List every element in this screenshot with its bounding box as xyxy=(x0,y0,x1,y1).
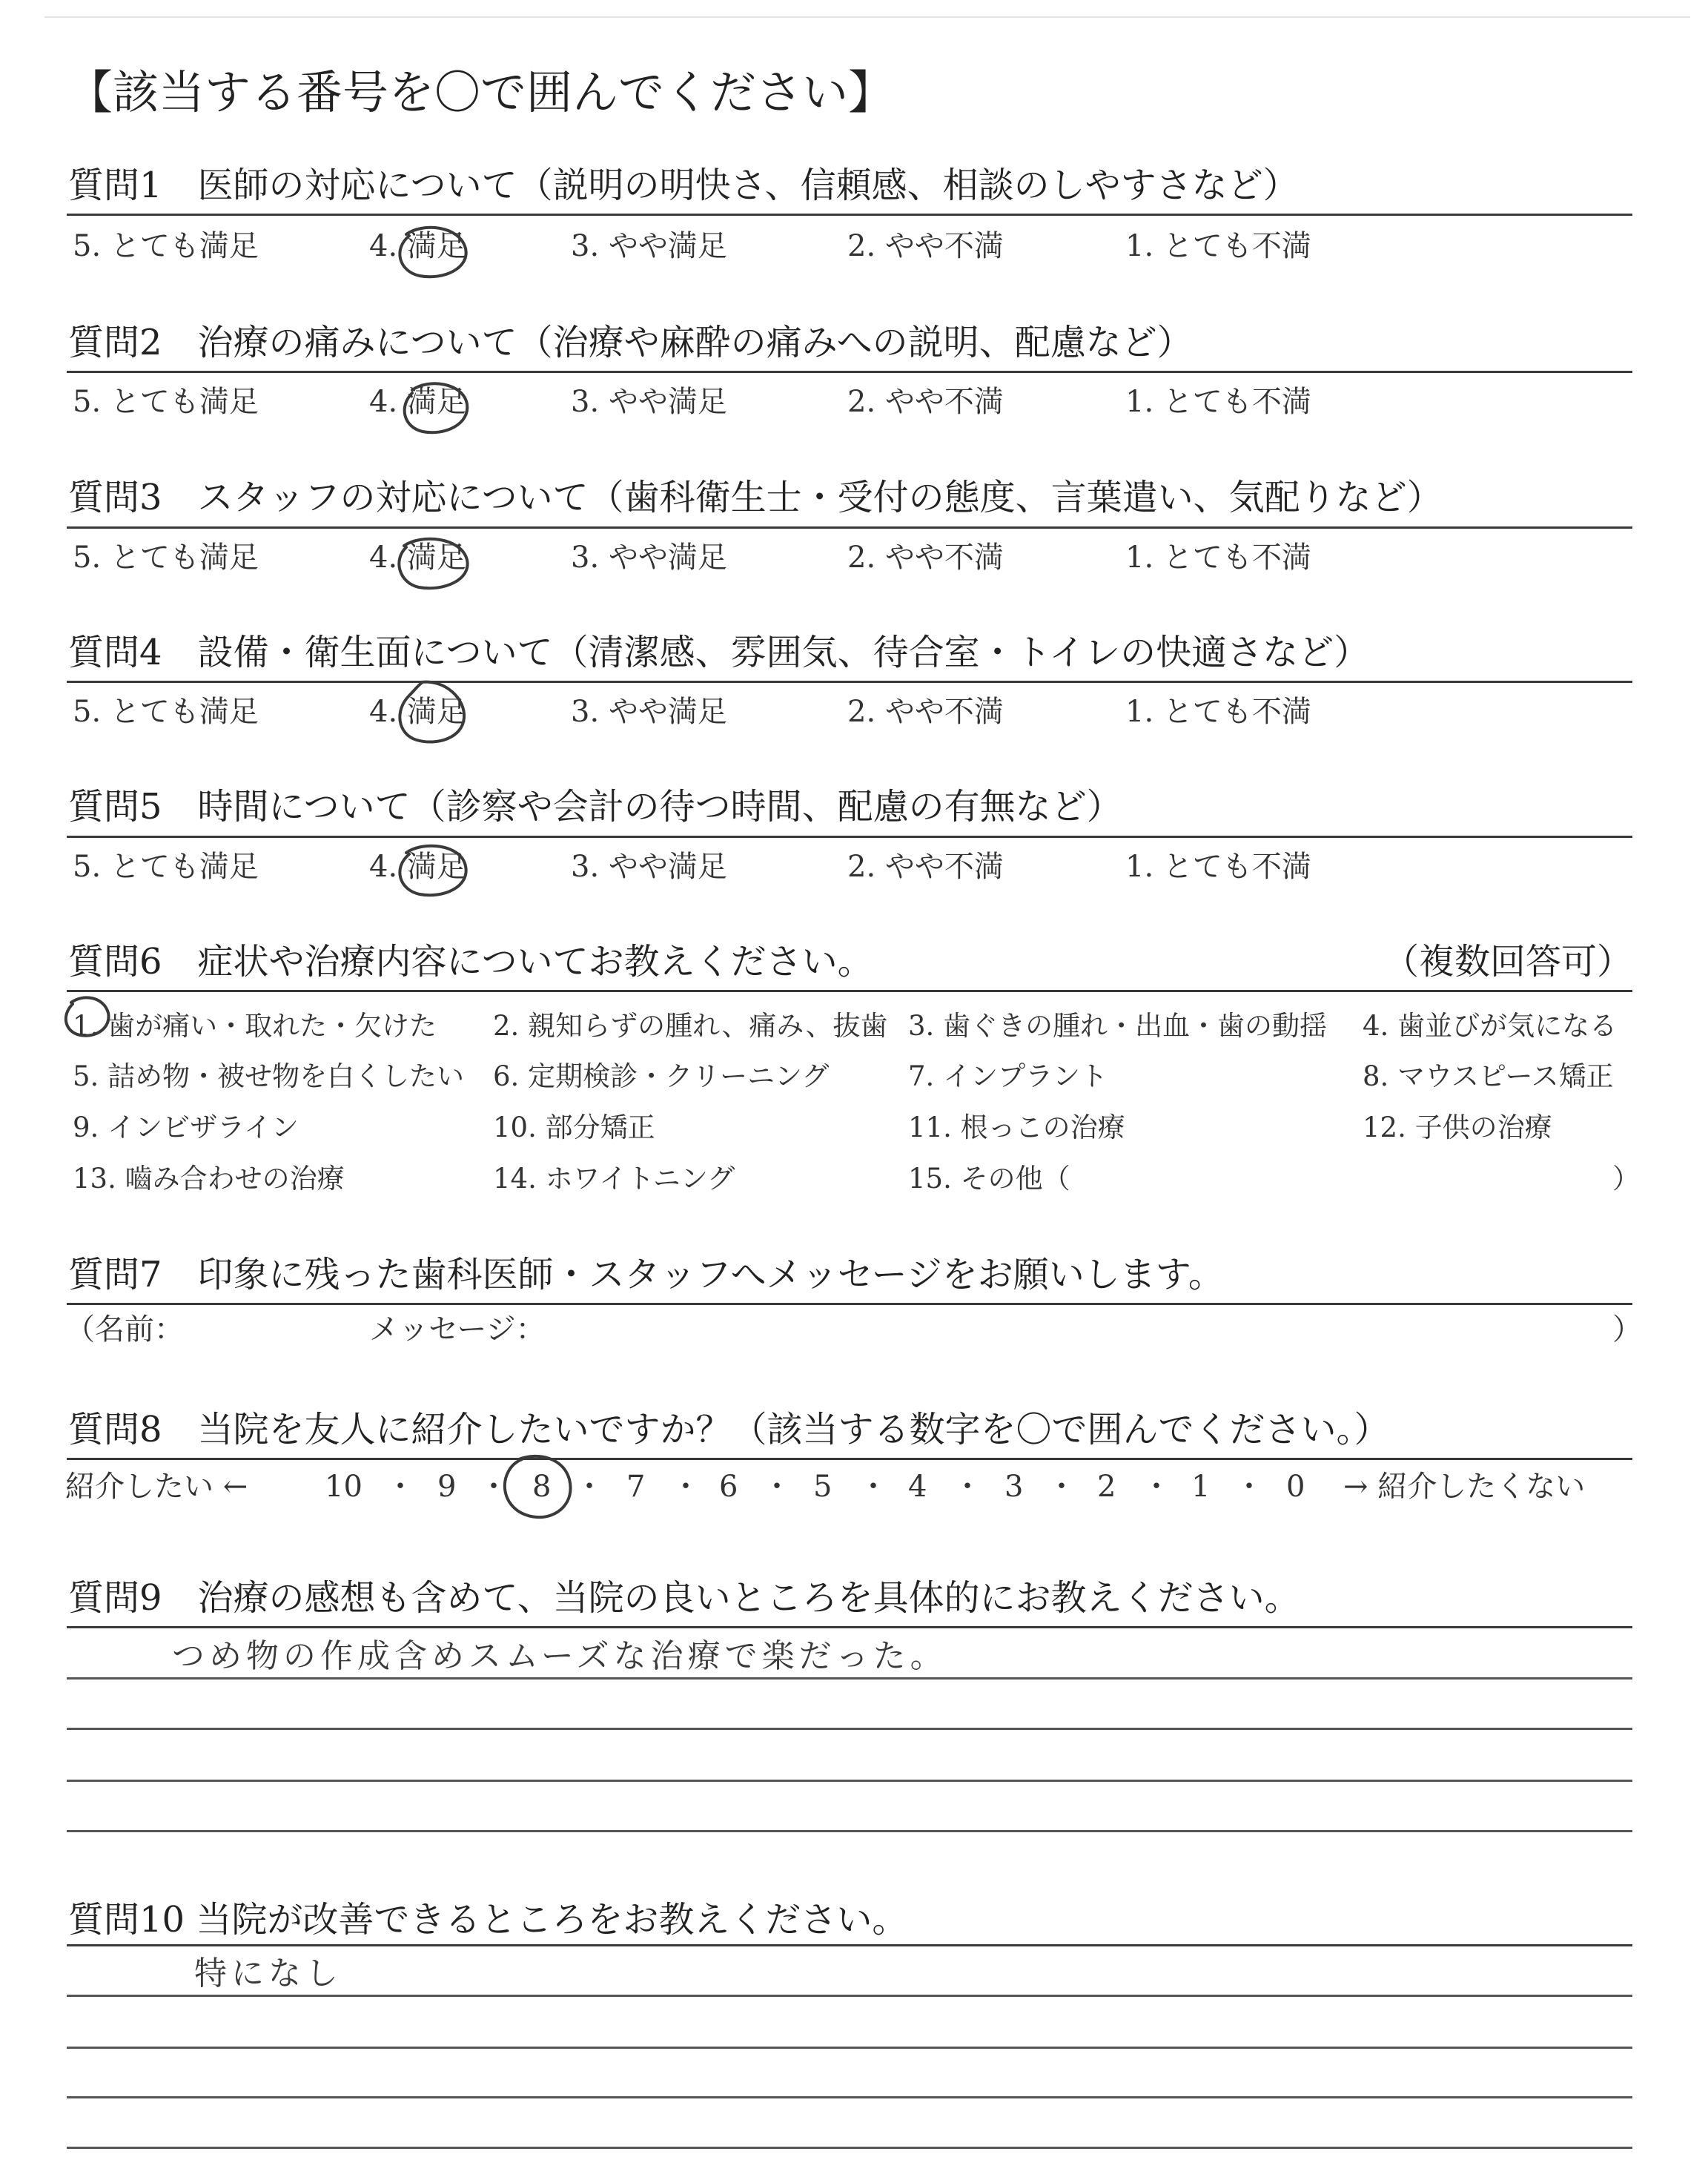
q7-close: ） xyxy=(1612,1312,1642,1347)
q3-option-3[interactable]: 3. やや満足 xyxy=(571,541,727,575)
q6-option-6[interactable]: 6. 定期検診・クリーニング xyxy=(493,1060,830,1092)
q6-option-14[interactable]: 14. ホワイトニング xyxy=(493,1163,735,1195)
q10-writing-line xyxy=(67,2147,1632,2149)
q1-option-4[interactable]: 4. 満足 xyxy=(369,229,466,263)
question-2-label: 質問2 治療の痛みについて（治療や麻酔の痛みへの説明、配慮など） xyxy=(68,322,1193,363)
question-7-label: 質問7 印象に残った歯科医師・スタッフへメッセージをお願いします。 xyxy=(68,1254,1224,1295)
q8-separator: ・ xyxy=(1142,1470,1171,1504)
top-edge-line xyxy=(44,16,1690,18)
question-4-label: 質問4 設備・衛生面について（清潔感、雰囲気、待合室・トイレの快適さなど） xyxy=(68,632,1370,673)
q8-score-3[interactable]: 3 xyxy=(1004,1470,1024,1504)
q6-option-1[interactable]: 1. 歯が痛い・取れた・欠けた xyxy=(73,1010,437,1042)
q9-writing-line xyxy=(67,1830,1632,1832)
q5-option-3[interactable]: 3. やや満足 xyxy=(571,850,727,884)
q3-option-1[interactable]: 1. とても不満 xyxy=(1125,541,1311,575)
question-9-rule xyxy=(67,1626,1632,1628)
q5-option-4[interactable]: 4. 満足 xyxy=(369,850,466,884)
question-6 xyxy=(68,936,1632,988)
q4-option-2[interactable]: 2. やや不満 xyxy=(847,695,1004,729)
q8-score-0[interactable]: 0 xyxy=(1286,1470,1305,1504)
question-7 xyxy=(68,1249,1632,1301)
q8-score-4[interactable]: 4 xyxy=(908,1470,927,1504)
question-10-label: 質問10 当院が改善できるところをお教えください。 xyxy=(68,1899,908,1941)
question-6-multiple-note: （複数回答可） xyxy=(1383,941,1632,982)
question-5-label: 質問5 時間について（診察や会計の待つ時間、配慮の有無など） xyxy=(68,786,1122,828)
q6-option-9[interactable]: 9. インビザライン xyxy=(73,1112,299,1143)
q3-option-2[interactable]: 2. やや不満 xyxy=(847,541,1004,575)
question-6-rule xyxy=(67,990,1632,992)
question-1-label: 質問1 医師の対応について（説明の明快さ、信頼感、相談のしやすさなど） xyxy=(68,165,1299,206)
q6-option-4[interactable]: 4. 歯並びが気になる xyxy=(1363,1010,1618,1042)
q8-separator: ・ xyxy=(762,1470,792,1504)
q8-separator: ・ xyxy=(1047,1470,1076,1504)
q8-separator: ・ xyxy=(1234,1470,1264,1504)
q6-option-15[interactable]: 15. その他（ xyxy=(908,1163,1070,1195)
q4-option-5[interactable]: 5. とても満足 xyxy=(73,695,259,729)
question-8-rule xyxy=(67,1458,1632,1460)
q3-option-5[interactable]: 5. とても満足 xyxy=(73,541,259,575)
question-8 xyxy=(68,1404,1632,1456)
q4-option-3[interactable]: 3. やや満足 xyxy=(571,695,727,729)
q8-score-6[interactable]: 6 xyxy=(719,1470,738,1504)
q8-separator: ・ xyxy=(671,1470,701,1504)
question-5 xyxy=(68,781,1632,833)
question-4-rule xyxy=(67,681,1632,683)
q8-score-8[interactable]: 8 xyxy=(532,1470,552,1504)
q6-option-10[interactable]: 10. 部分矯正 xyxy=(493,1112,655,1143)
question-5-rule xyxy=(67,836,1632,838)
q6-option-7[interactable]: 7. インプラント xyxy=(908,1060,1108,1092)
question-3-rule xyxy=(67,526,1632,529)
question-10-rule xyxy=(67,1944,1632,1946)
q9-handwritten-answer: つめ物の作成含めスムーズな治療で楽だった。 xyxy=(172,1637,947,1675)
question-4 xyxy=(68,627,1632,678)
question-6-label: 質問6 症状や治療内容についてお教えください。 xyxy=(68,941,873,982)
q1-option-1[interactable]: 1. とても不満 xyxy=(1125,229,1311,263)
question-2 xyxy=(68,317,1632,369)
q5-option-1[interactable]: 1. とても不満 xyxy=(1125,850,1311,884)
q8-separator: ・ xyxy=(858,1470,888,1504)
q8-score-5[interactable]: 5 xyxy=(813,1470,833,1504)
q9-writing-line xyxy=(67,1780,1632,1782)
q3-option-4[interactable]: 4. 満足 xyxy=(369,541,466,575)
q2-option-3[interactable]: 3. やや満足 xyxy=(571,385,727,419)
q1-option-3[interactable]: 3. やや満足 xyxy=(571,229,727,263)
question-8-label: 質問8 当院を友人に紹介したいですか？（該当する数字を〇で囲んでください。） xyxy=(68,1409,1390,1450)
q9-writing-line xyxy=(67,1677,1632,1680)
q6-option-8[interactable]: 8. マウスピース矯正 xyxy=(1363,1060,1614,1092)
q6-option-5[interactable]: 5. 詰め物・被せ物を白くしたい xyxy=(73,1060,465,1092)
q5-option-2[interactable]: 2. やや不満 xyxy=(847,850,1004,884)
q8-score-2[interactable]: 2 xyxy=(1097,1470,1116,1504)
q6-option-13[interactable]: 13. 嚙み合わせの治療 xyxy=(73,1163,345,1195)
survey-heading: 【該当する番号を〇で囲んでください】 xyxy=(67,65,895,119)
q8-separator: ・ xyxy=(479,1470,509,1504)
q5-option-5[interactable]: 5. とても満足 xyxy=(73,850,259,884)
q8-separator: ・ xyxy=(385,1470,415,1504)
q8-score-10[interactable]: 10 xyxy=(325,1470,363,1504)
question-9 xyxy=(68,1572,1632,1624)
q6-option-15-close: ） xyxy=(1612,1163,1640,1195)
q1-option-2[interactable]: 2. やや不満 xyxy=(847,229,1004,263)
question-1-rule xyxy=(67,214,1632,216)
q4-option-1[interactable]: 1. とても不満 xyxy=(1125,695,1311,729)
q4-option-4[interactable]: 4. 満足 xyxy=(369,695,466,729)
q7-message-field[interactable]: メッセージ： xyxy=(369,1312,546,1347)
q10-handwritten-answer: 特になし xyxy=(194,1955,342,1992)
q6-option-3[interactable]: 3. 歯ぐきの腫れ・出血・歯の動揺 xyxy=(908,1010,1328,1042)
q2-option-5[interactable]: 5. とても満足 xyxy=(73,385,259,419)
q8-score-9[interactable]: 9 xyxy=(437,1470,457,1504)
question-1 xyxy=(68,159,1632,211)
q10-writing-line xyxy=(67,1995,1632,1997)
q8-scale-left-label: 紹介したい ← xyxy=(65,1470,248,1504)
q2-option-4[interactable]: 4. 満足 xyxy=(369,385,466,419)
question-3 xyxy=(68,472,1632,524)
q1-option-5[interactable]: 5. とても満足 xyxy=(73,229,259,263)
q8-score-7[interactable]: 7 xyxy=(626,1470,646,1504)
q8-score-1[interactable]: 1 xyxy=(1191,1470,1211,1504)
q6-option-11[interactable]: 11. 根っこの治療 xyxy=(908,1112,1125,1143)
question-7-rule xyxy=(67,1303,1632,1305)
q7-name-field[interactable]: （名前： xyxy=(65,1312,184,1347)
q8-scale-right-label: → 紹介したくない xyxy=(1343,1470,1586,1504)
q10-writing-line xyxy=(67,2047,1632,2049)
q6-option-12[interactable]: 12. 子供の治療 xyxy=(1363,1112,1552,1143)
question-3-label: 質問3 スタッフの対応について（歯科衛生士・受付の態度、言葉遣い、気配りなど） xyxy=(68,477,1443,518)
q9-writing-line xyxy=(67,1728,1632,1730)
q2-option-1[interactable]: 1. とても不満 xyxy=(1125,385,1311,419)
q8-separator: ・ xyxy=(953,1470,982,1504)
question-10 xyxy=(68,1894,1632,1946)
q10-writing-line xyxy=(67,2096,1632,2098)
question-2-rule xyxy=(67,371,1632,373)
question-9-label: 質問9 治療の感想も含めて、当院の良いところを具体的にお教えください。 xyxy=(68,1577,1300,1619)
q6-option-2[interactable]: 2. 親知らずの腫れ、痛み、抜歯 xyxy=(493,1010,888,1042)
q8-separator: ・ xyxy=(575,1470,604,1504)
q2-option-2[interactable]: 2. やや不満 xyxy=(847,385,1004,419)
